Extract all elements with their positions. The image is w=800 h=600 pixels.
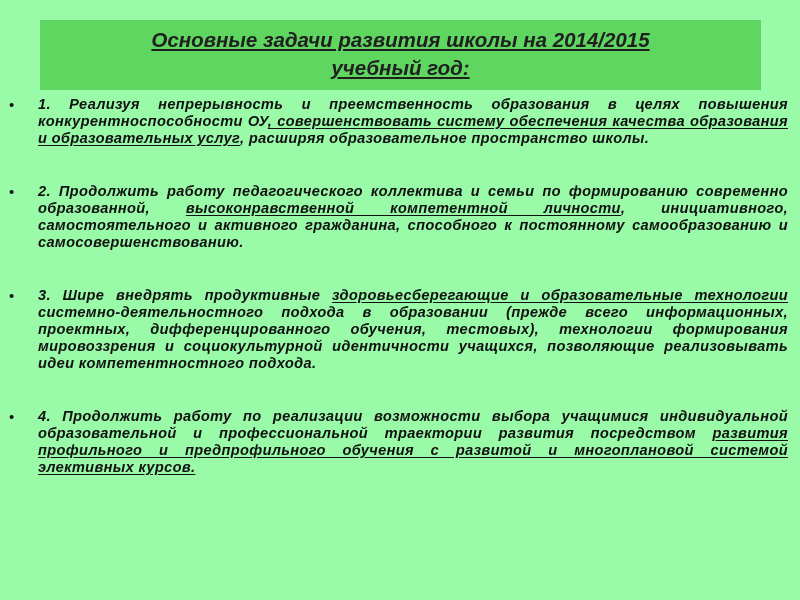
task-text bbox=[38, 288, 788, 373]
task-item-2 bbox=[9, 184, 788, 252]
task-item-3 bbox=[9, 288, 788, 373]
bullet-icon: • bbox=[9, 409, 15, 426]
task-segment: 4. Продолжить работу по реализации возможности выбора учащимися индивидуальной образовательной и профессиональной траектории развития посредством bbox=[38, 409, 788, 442]
bullet-icon: • bbox=[9, 288, 15, 305]
task-item-1 bbox=[9, 97, 788, 148]
task-segment-underlined: здоровьесберегающие и образовательные технологии bbox=[331, 288, 788, 304]
task-segment: , расширяя образовательное пространство школы. bbox=[240, 131, 650, 147]
task-list bbox=[9, 97, 788, 513]
bullet-icon: • bbox=[9, 184, 15, 201]
slide-title bbox=[151, 27, 649, 83]
task-text bbox=[38, 184, 788, 252]
slide-title-line-2: учебный год: bbox=[331, 57, 470, 80]
task-segment-underlined: развития профильного и предпрофильного обучения с развитой и многоплановой системой элективных курсов. bbox=[38, 426, 788, 476]
task-segment: системно-деятельностного подхода в образовании (прежде всего информационных, проектных, дифференцированного обучения, тестовых), технологии формирования мировоззрения и социокультурной идентичности учащихся, позволяющие реализовывать идеи компетентностного подхода. bbox=[38, 305, 788, 372]
task-item-4 bbox=[9, 409, 788, 477]
task-text bbox=[38, 409, 788, 477]
task-text bbox=[38, 97, 788, 148]
slide-title-line-1: Основные задачи развития школы на 2014/2015 bbox=[151, 29, 650, 52]
task-segment: , инициативного, самостоятельного и активного гражданина, способного к постоянному самообразованию и самосовершенствованию. bbox=[38, 201, 789, 251]
title-band bbox=[40, 20, 761, 90]
bullet-icon: • bbox=[9, 97, 15, 114]
task-segment-underlined: высоконравственной компетентной личности bbox=[185, 201, 621, 217]
task-segment: 1. Реализуя непрерывность и преемственность образования в целях повышения конкурентноспособности ОУ bbox=[38, 97, 788, 130]
task-segment: 3. Шире внедрять продуктивные bbox=[38, 288, 332, 304]
task-segment: 2. Продолжить работу педагогического коллектива и семьи по формированию современно образованной, bbox=[38, 184, 788, 217]
task-segment-underlined: , совершенствовать систему обеспечения качества образования и образовательных услуг bbox=[38, 114, 789, 147]
